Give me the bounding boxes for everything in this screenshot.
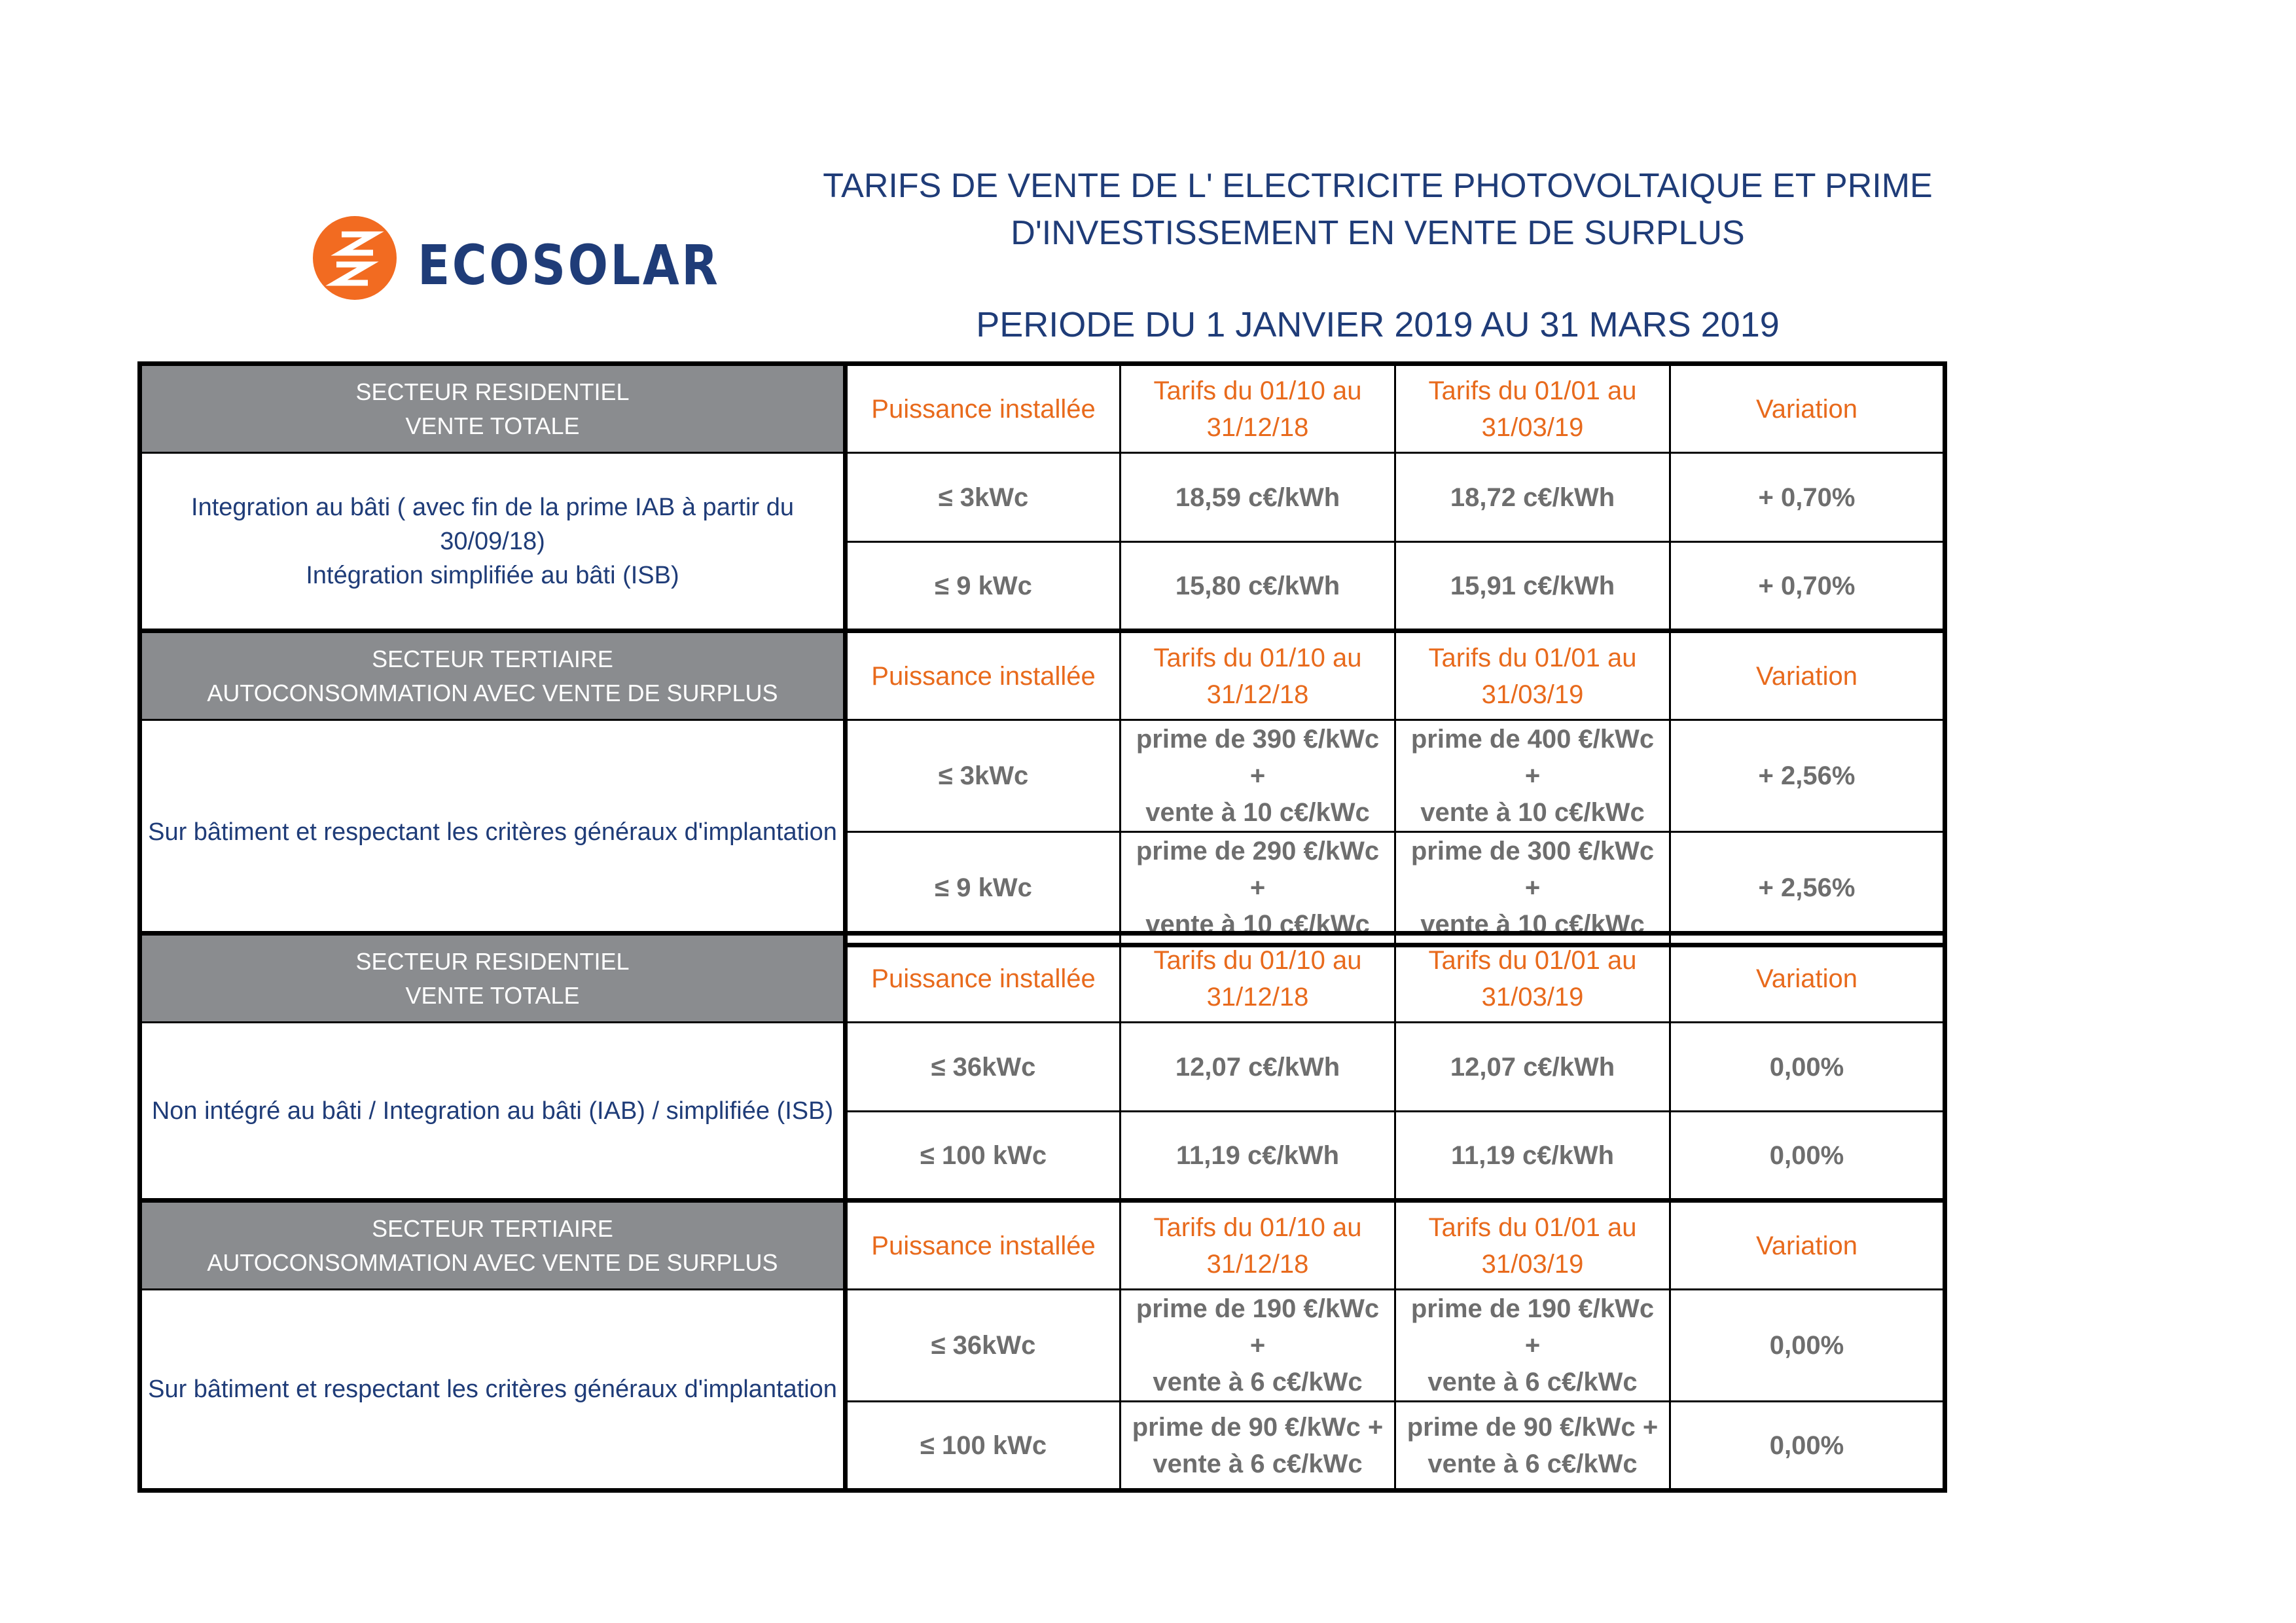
sector-sub: VENTE TOTALE xyxy=(405,412,580,439)
sector-cell xyxy=(140,934,846,1023)
sector-sub: AUTOCONSOMMATION AVEC VENTE DE SURPLUS xyxy=(207,679,778,706)
power-cell: ≤ 100 kWc xyxy=(846,1402,1121,1491)
description-cell: Non intégré au bâti / Integration au bâti (IAB) / simplifiée (ISB) xyxy=(140,1023,846,1201)
table-row xyxy=(140,1023,1945,1112)
title-line-2: D'INVESTISSEMENT EN VENTE DE SURPLUS xyxy=(1011,214,1745,252)
power-cell: ≤ 36kWc xyxy=(846,1023,1121,1112)
tarif-old-cell: 11,19 c€/kWh xyxy=(1121,1112,1395,1201)
period-heading: PERIODE DU 1 JANVIER 2019 AU 31 MARS 2019 xyxy=(976,305,1780,344)
variation-cell: + 2,56% xyxy=(1670,720,1945,832)
tarif-new-cell: prime de 400 €/kWc + vente à 10 c€/kWc xyxy=(1395,720,1670,832)
power-cell: ≤ 36kWc xyxy=(846,1290,1121,1402)
table-header-row xyxy=(140,934,1945,1023)
table-header-row xyxy=(140,1201,1945,1290)
table-header-row xyxy=(140,631,1945,720)
header-variation: Variation xyxy=(1670,364,1945,453)
tarif-old-cell: prime de 290 €/kWc + vente à 10 c€/kWc xyxy=(1121,832,1395,945)
variation-cell: + 0,70% xyxy=(1670,453,1945,542)
tarif-new-cell: prime de 300 €/kWc + vente à 10 c€/kWc xyxy=(1395,832,1670,945)
sector-name: SECTEUR TERTIAIRE xyxy=(372,645,613,672)
brand-name: ECOSOLAR xyxy=(418,233,721,297)
header-puissance: Puissance installée xyxy=(846,631,1121,720)
variation-cell: 0,00% xyxy=(1670,1290,1945,1402)
variation-cell: 0,00% xyxy=(1670,1402,1945,1491)
header-variation: Variation xyxy=(1670,1201,1945,1290)
power-cell: ≤ 100 kWc xyxy=(846,1112,1121,1201)
header-tarif-old: Tarifs du 01/10 au 31/12/18 xyxy=(1121,934,1395,1023)
sector-sub: AUTOCONSOMMATION AVEC VENTE DE SURPLUS xyxy=(207,1249,778,1276)
header-tarif-old: Tarifs du 01/10 au 31/12/18 xyxy=(1121,631,1395,720)
sector-cell xyxy=(140,364,846,453)
tariff-table-1 xyxy=(137,361,1947,947)
power-cell: ≤ 3kWc xyxy=(846,453,1121,542)
variation-cell: 0,00% xyxy=(1670,1112,1945,1201)
tarif-old-cell: 18,59 c€/kWh xyxy=(1121,453,1395,542)
ecosolar-logo xyxy=(308,215,721,303)
tarif-new-cell: 12,07 c€/kWh xyxy=(1395,1023,1670,1112)
description-cell: Integration au bâti ( avec fin de la prime IAB à partir du 30/09/18) Intégration simplifiée au bâti (ISB) xyxy=(140,453,846,631)
tarif-old-cell: prime de 390 €/kWc + vente à 10 c€/kWc xyxy=(1121,720,1395,832)
sector-name: SECTEUR RESIDENTIEL xyxy=(355,378,630,405)
tarif-new-cell: prime de 90 €/kWc + vente à 6 c€/kWc xyxy=(1395,1402,1670,1491)
title-line-1: TARIFS DE VENTE DE L' ELECTRICITE PHOTOVOLTAIQUE ET PRIME xyxy=(823,167,1933,205)
variation-cell: + 2,56% xyxy=(1670,832,1945,945)
tarif-old-cell: 15,80 c€/kWh xyxy=(1121,542,1395,631)
description-cell: Sur bâtiment et respectant les critères généraux d'implantation xyxy=(140,1290,846,1491)
power-cell: ≤ 9 kWc xyxy=(846,832,1121,945)
tarif-old-cell: prime de 90 €/kWc + vente à 6 c€/kWc xyxy=(1121,1402,1395,1491)
table-row xyxy=(140,1290,1945,1402)
header-variation: Variation xyxy=(1670,934,1945,1023)
sector-sub: VENTE TOTALE xyxy=(405,981,580,1009)
tarif-new-cell: prime de 190 €/kWc + vente à 6 c€/kWc xyxy=(1395,1290,1670,1402)
header-puissance: Puissance installée xyxy=(846,934,1121,1023)
ecosolar-emblem-icon xyxy=(308,215,406,303)
sector-cell xyxy=(140,1201,846,1290)
sector-name: SECTEUR TERTIAIRE xyxy=(372,1214,613,1242)
sector-cell xyxy=(140,631,846,720)
header-tarif-old: Tarifs du 01/10 au 31/12/18 xyxy=(1121,364,1395,453)
header-variation: Variation xyxy=(1670,631,1945,720)
tarif-new-cell: 11,19 c€/kWh xyxy=(1395,1112,1670,1201)
header-puissance: Puissance installée xyxy=(846,1201,1121,1290)
header-tarif-new: Tarifs du 01/01 au 31/03/19 xyxy=(1395,934,1670,1023)
power-cell: ≤ 9 kWc xyxy=(846,542,1121,631)
sector-name: SECTEUR RESIDENTIEL xyxy=(355,947,630,975)
header-tarif-new: Tarifs du 01/01 au 31/03/19 xyxy=(1395,631,1670,720)
table-row xyxy=(140,453,1945,542)
tarif-old-cell: 12,07 c€/kWh xyxy=(1121,1023,1395,1112)
variation-cell: 0,00% xyxy=(1670,1023,1945,1112)
tarif-old-cell: prime de 190 €/kWc + vente à 6 c€/kWc xyxy=(1121,1290,1395,1402)
table-row xyxy=(140,720,1945,832)
header-tarif-new: Tarifs du 01/01 au 31/03/19 xyxy=(1395,1201,1670,1290)
tarif-new-cell: 15,91 c€/kWh xyxy=(1395,542,1670,631)
table-header-row xyxy=(140,364,1945,453)
power-cell: ≤ 3kWc xyxy=(846,720,1121,832)
header-tarif-new: Tarifs du 01/01 au 31/03/19 xyxy=(1395,364,1670,453)
description-cell: Sur bâtiment et respectant les critères généraux d'implantation xyxy=(140,720,846,945)
tarif-new-cell: 18,72 c€/kWh xyxy=(1395,453,1670,542)
document-title xyxy=(785,162,1970,257)
variation-cell: + 0,70% xyxy=(1670,542,1945,631)
header-tarif-old: Tarifs du 01/10 au 31/12/18 xyxy=(1121,1201,1395,1290)
header-puissance: Puissance installée xyxy=(846,364,1121,453)
tariff-table-2 xyxy=(137,931,1947,1493)
